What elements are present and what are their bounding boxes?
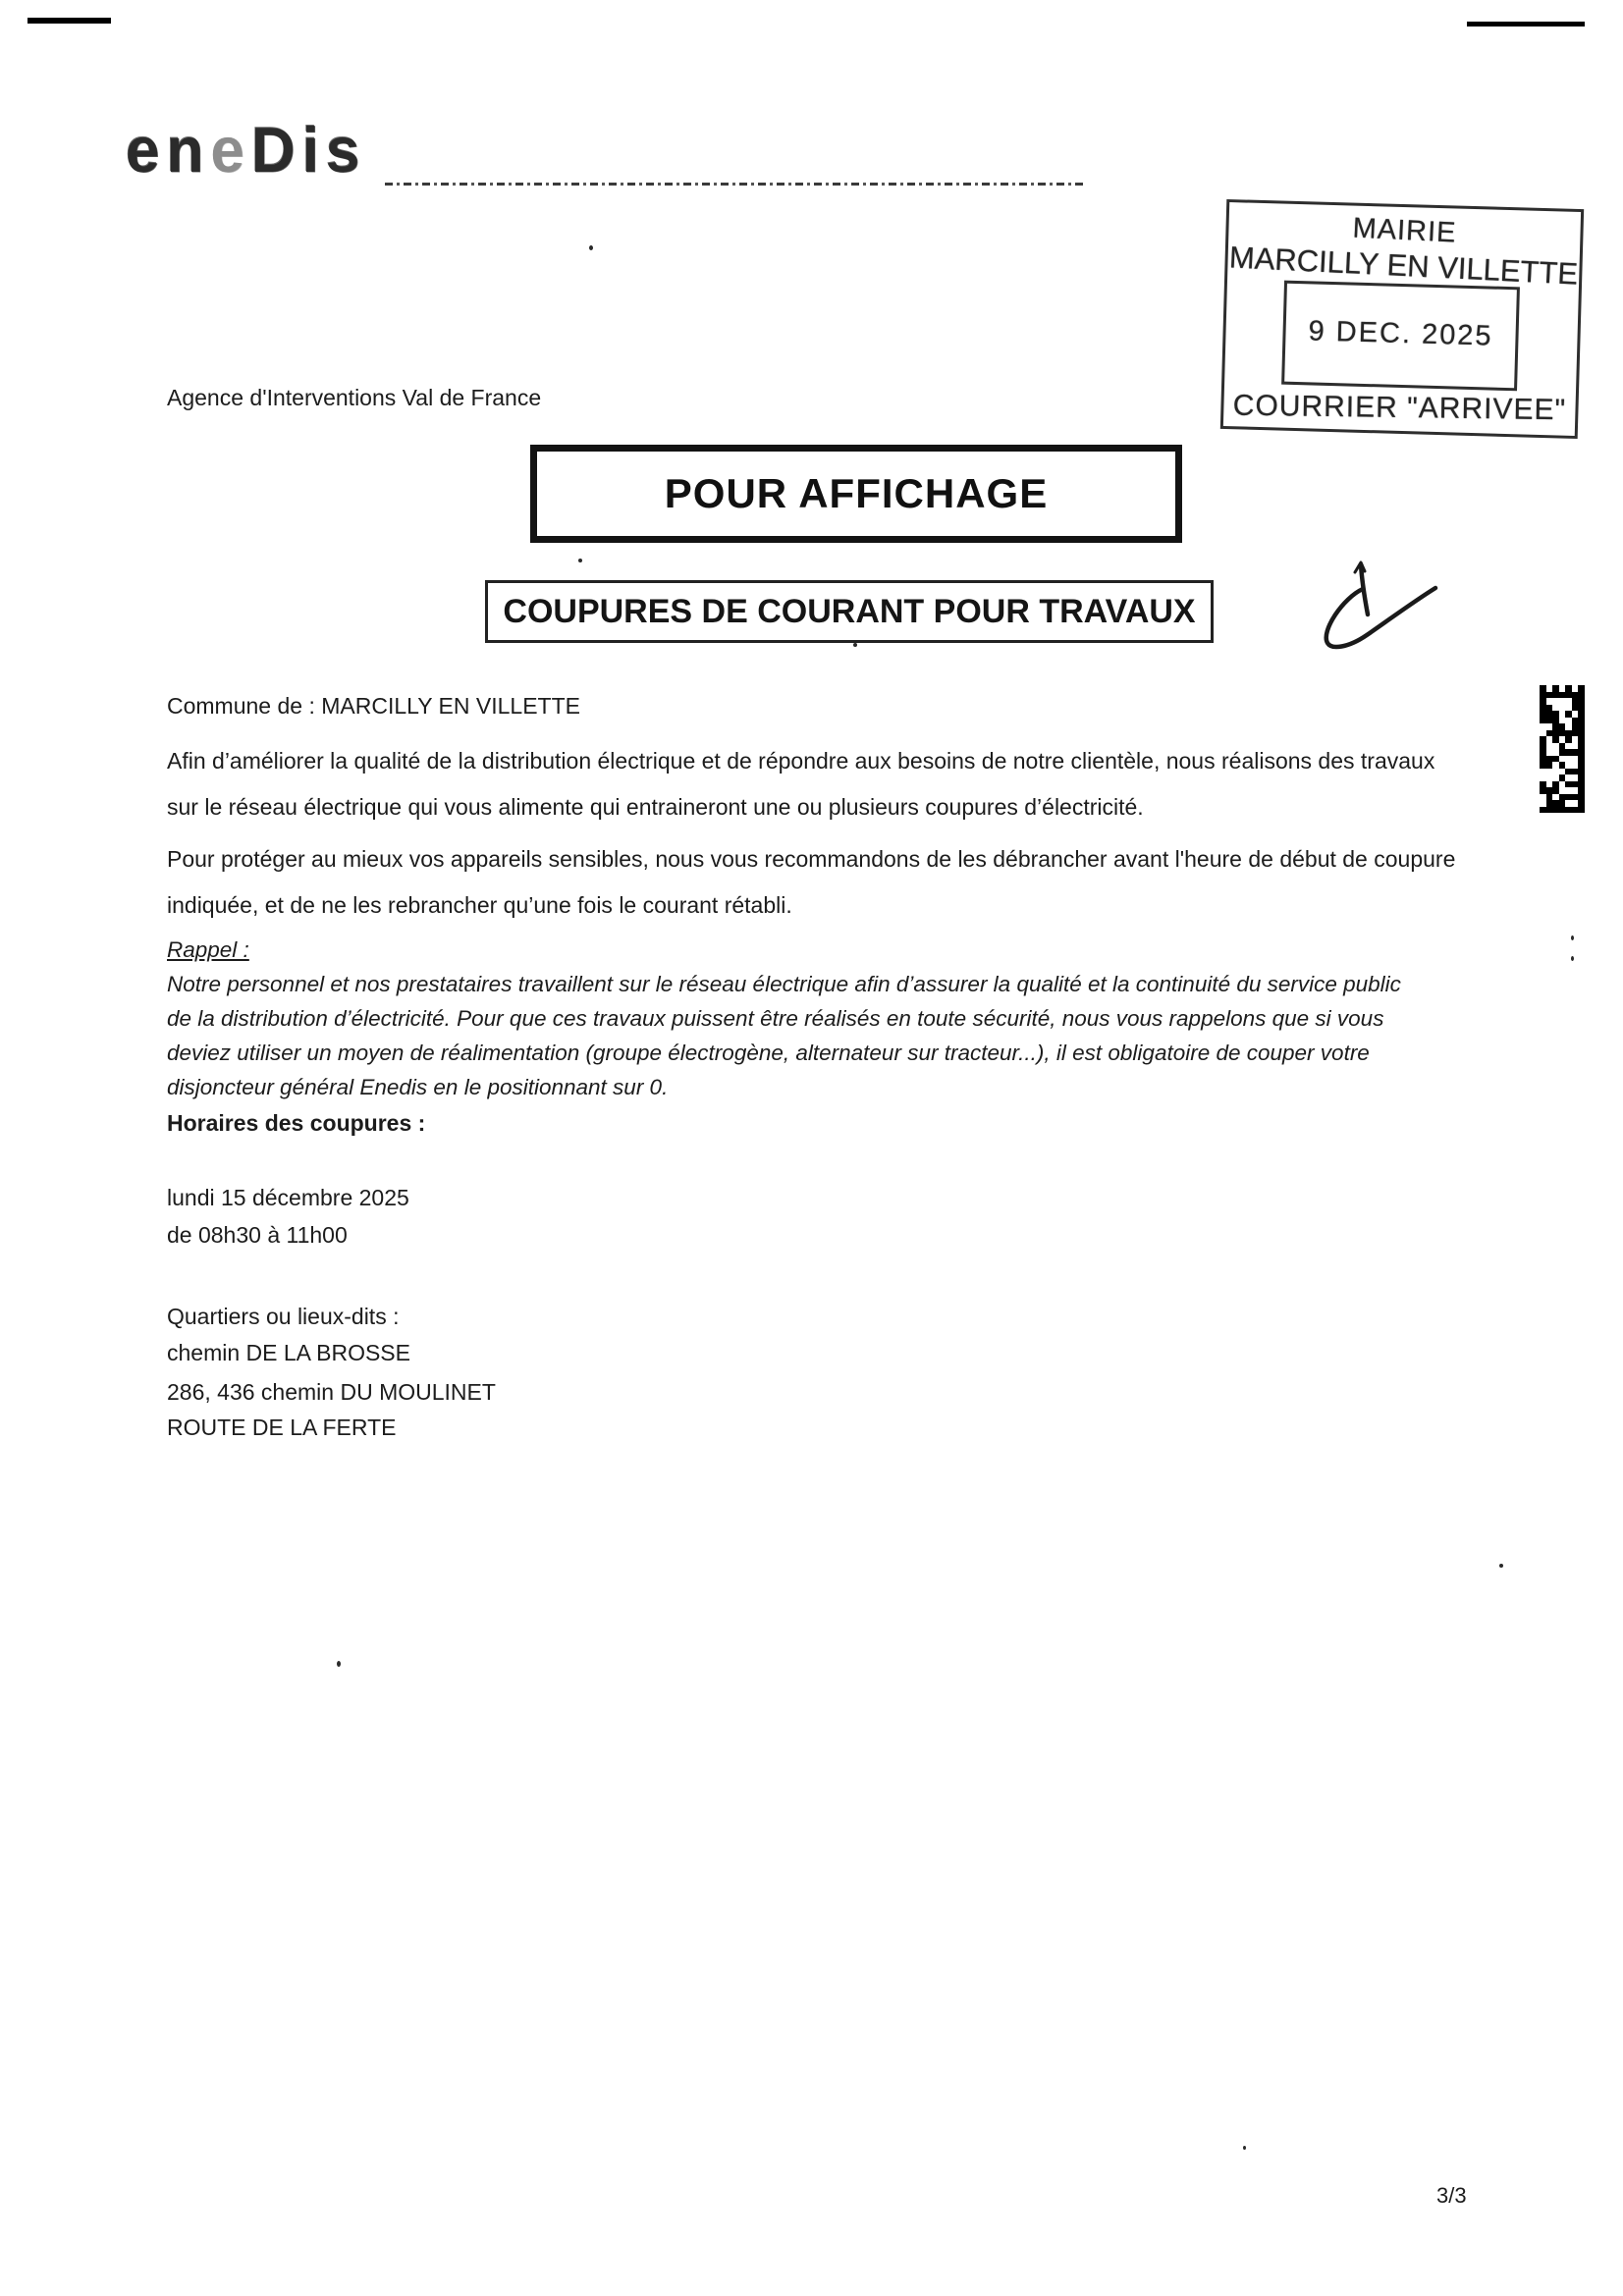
pour-affichage-banner <box>530 445 1182 543</box>
paragraph-2-line-2: indiquée, et de ne les rebrancher qu’une fois le courant rétabli. <box>167 892 792 918</box>
scan-speck <box>578 559 582 562</box>
datamatrix-barcode <box>1540 685 1585 813</box>
quartier-item-3: ROUTE DE LA FERTE <box>167 1415 397 1440</box>
scan-speck <box>1571 956 1574 961</box>
commune-line: Commune de : MARCILLY EN VILLETTE <box>167 693 580 719</box>
stamp-date: 9 DEC. 2025 <box>1308 315 1494 352</box>
quartier-item-2: 286, 436 chemin DU MOULINET <box>167 1379 496 1405</box>
horaires-title: Horaires des coupures : <box>167 1110 426 1136</box>
scan-speck <box>589 245 593 250</box>
rappel-line-1: Notre personnel et nos prestataires travaillent sur le réseau électrique afin d’assurer la qualité et la continuité du service public <box>167 972 1401 996</box>
scan-speck <box>1499 1564 1503 1568</box>
handwritten-signature-icon <box>1304 552 1461 665</box>
enedis-logo <box>126 115 366 187</box>
coupures-label: COUPURES DE COURANT POUR TRAVAUX <box>503 592 1196 630</box>
stamp-courrier-arrivee-label: COURRIER "ARRIVEE" <box>1232 389 1567 427</box>
agency-name: Agence d'Interventions Val de France <box>167 385 542 410</box>
coupure-time-line: de 08h30 à 11h00 <box>167 1222 348 1248</box>
enedis-logo-text-2: Dis <box>250 115 367 187</box>
quartier-item-1: chemin DE LA BROSSE <box>167 1340 410 1365</box>
page-number: 3/3 <box>1436 2183 1467 2208</box>
quartiers-title: Quartiers ou lieux-dits : <box>167 1304 400 1329</box>
scan-artifact-bar-right <box>1467 22 1585 27</box>
stamp-mairie-label: MAIRIE <box>1351 212 1458 249</box>
paragraph-2-line-1: Pour protéger au mieux vos appareils sensibles, nous vous recommandons de les débrancher avant l'heure de début de coupure <box>167 846 1456 872</box>
header-dotted-rule <box>385 183 1085 186</box>
enedis-logo-text-1: en <box>126 115 211 187</box>
enedis-logo-swirl: e <box>210 115 251 187</box>
paragraph-1-line-1: Afin d’améliorer la qualité de la distribution électrique et de répondre aux besoins de notre clientèle, nous réalisons des travaux <box>167 748 1435 774</box>
scan-speck <box>1571 935 1574 940</box>
coupure-date-line: lundi 15 décembre 2025 <box>167 1185 409 1210</box>
rappel-title: Rappel : <box>167 937 249 962</box>
scan-artifact-bar-left <box>27 18 111 24</box>
rappel-line-2: de la distribution d’électricité. Pour que ces travaux puissent être réalisés en toute sécurité, nous vous rappelons que si vous <box>167 1006 1384 1031</box>
coupures-banner <box>485 580 1214 643</box>
rappel-line-3: deviez utiliser un moyen de réalimentation (groupe électrogène, alternateur sur tracteur...), il est obligatoire de couper votre <box>167 1041 1370 1065</box>
rappel-line-4: disjoncteur général Enedis en le positionnant sur 0. <box>167 1075 669 1099</box>
paragraph-1-line-2: sur le réseau électrique qui vous alimente qui entraineront une ou plusieurs coupures d’électricité. <box>167 794 1144 820</box>
stamp-date-box <box>1281 281 1520 392</box>
scan-speck <box>1243 2146 1246 2150</box>
scan-speck <box>337 1661 341 1667</box>
stamp-commune-label: MARCILLY EN VILLETTE <box>1228 240 1579 292</box>
scan-speck <box>853 643 857 647</box>
pour-affichage-label: POUR AFFICHAGE <box>664 470 1049 516</box>
arrival-stamp <box>1220 199 1584 439</box>
